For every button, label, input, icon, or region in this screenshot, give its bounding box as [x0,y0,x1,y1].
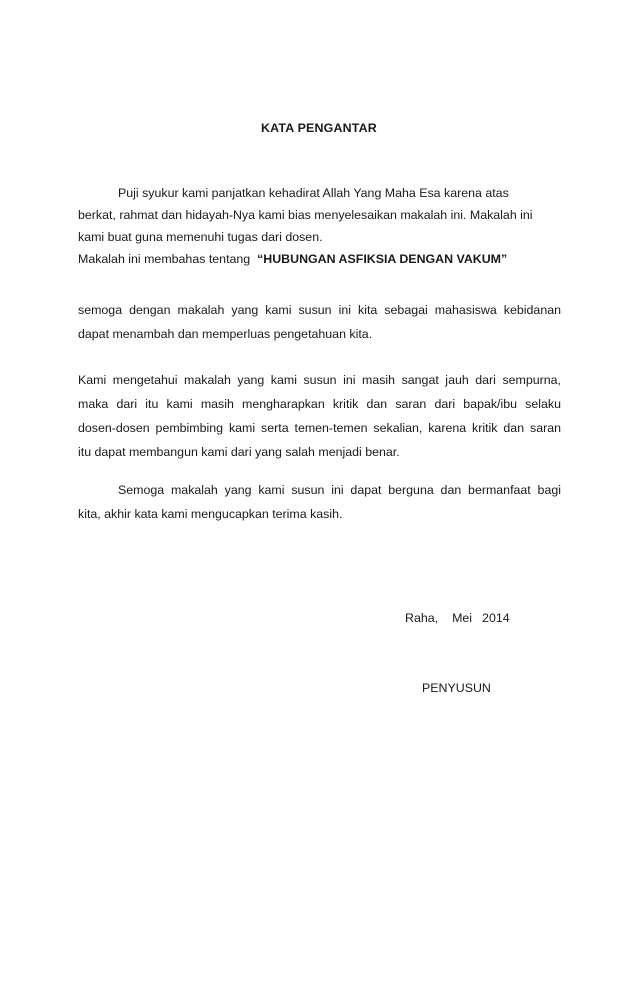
paragraph-topic-line [78,248,561,270]
paragraph-critique-line-3: dosen-dosen pembimbing kami serta temen-temen sekalian, karena kritik dan saran [78,421,561,435]
paragraph-critique-line-4: itu dapat membangun kami dari yang salah menjadi benar. [78,445,400,459]
paragraph-closing-line-2: kita, akhir kata kami mengucapkan terima kasih. [78,507,343,521]
paragraph-purpose [78,298,561,346]
paragraph-opening-line-1: Puji syukur kami panjatkan kehadirat Allah Yang Maha Esa karena atas [118,186,509,200]
signature-place-date [405,611,510,625]
topic-prefix: Makalah ini membahas tentang [78,252,251,266]
signature-month: Mei [452,611,473,625]
paragraph-closing-line-1: Semoga makalah yang kami susun ini dapat berguna dan bermanfaat bagi [118,483,561,497]
signature-author: PENYUSUN [422,681,491,695]
topic-title: “HUBUNGAN ASFIKSIA DENGAN VAKUM” [257,252,508,266]
paragraph-opening-line-3: kami buat guna memenuhi tugas dari dosen. [78,230,323,244]
page-title: KATA PENGANTAR [261,121,377,135]
paragraph-opening-line-2: berkat, rahmat dan hidayah-Nya kami bias menyelesaikan makalah ini. Makalah ini [78,208,533,222]
paragraph-critique-line-1: Kami mengetahui makalah yang kami susun ini masih sangat jauh dari sempurna, [78,373,561,387]
paragraph-closing [78,478,561,526]
paragraph-opening [78,182,561,270]
paragraph-critique [78,368,561,464]
paragraph-critique-line-2: maka dari itu kami masih mengharapkan kritik dan saran dari bapak/ibu selaku [78,397,561,411]
paragraph-purpose-line-2: dapat menambah dan memperluas pengetahuan kita. [78,327,373,341]
paragraph-purpose-line-1: semoga dengan makalah yang kami susun ini kita sebagai mahasiswa kebidanan [78,303,561,317]
signature-city: Raha, [405,611,439,625]
signature-year: 2014 [482,611,510,625]
